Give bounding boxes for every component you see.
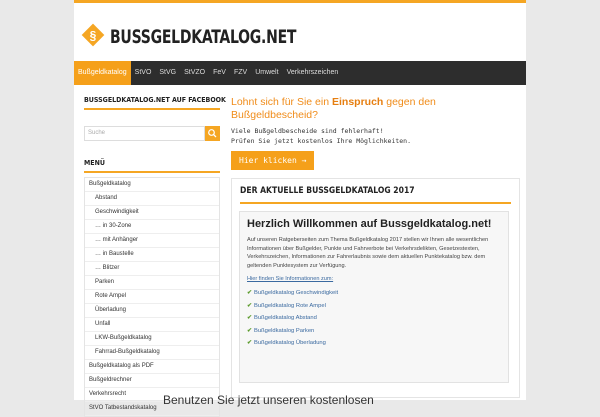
site-header [74, 3, 526, 61]
site-logo-text[interactable]: BUSSGELDKATALOG.NET [110, 26, 297, 48]
page [74, 0, 526, 411]
sidebar [84, 96, 226, 417]
menu-item[interactable]: Geschwindigkeit [85, 206, 219, 220]
main-content [231, 96, 516, 170]
promo-heading-pre: Lohnt sich für Sie ein [231, 96, 332, 108]
svg-text:§: § [89, 28, 97, 43]
menu-item[interactable]: Bußgeldrechner [85, 374, 219, 388]
topic-link-list [247, 287, 508, 350]
section-sign-icon[interactable] [82, 24, 104, 46]
menu-item[interactable]: … in Baustelle [85, 248, 219, 262]
search-icon [205, 126, 220, 141]
search-form [84, 126, 220, 141]
promo-line-2: Prüfen Sie jetzt kostenlos Ihre Möglichkeiten. [231, 137, 412, 145]
menu-item[interactable]: StVO Tatbestandskatalog [85, 402, 219, 416]
menu-title: MENÜ [84, 159, 220, 173]
topic-link-label: Bußgeldkatalog Rote Ampel [254, 302, 326, 309]
check-icon: ✔ [247, 302, 253, 309]
promo-heading-post: gegen den Bußgeldbescheid? [231, 96, 436, 121]
main-navigation [74, 61, 526, 85]
cta-button[interactable]: Hier klicken → [231, 151, 314, 170]
section-title: DER AKTUELLE BUSSGELDKATALOG 2017 [240, 186, 511, 204]
content-box [231, 178, 520, 398]
topic-link-label: Bußgeldkatalog Abstand [254, 315, 317, 322]
search-input[interactable]: Suche [84, 126, 205, 141]
topic-link[interactable] [247, 287, 508, 300]
welcome-panel [239, 211, 509, 383]
nav-item[interactable]: Verkehrszeichen [286, 69, 339, 76]
find-here-link[interactable]: Hier finden Sie Informationen zum: [247, 276, 334, 283]
promo-heading-bold: Einspruch [331, 96, 384, 108]
topic-link[interactable] [247, 300, 508, 313]
menu-item[interactable]: Verkehrsrecht [85, 388, 219, 402]
check-icon: ✔ [247, 327, 253, 334]
nav-item[interactable]: StVO [134, 69, 152, 76]
menu-item[interactable]: … in 30-Zone [85, 220, 219, 234]
bottom-heading: Benutzen Sie jetzt unseren kostenlosen [163, 393, 374, 407]
nav-item[interactable]: StVZO [184, 69, 206, 76]
check-icon: ✔ [247, 315, 253, 322]
menu-item[interactable]: Überladung [85, 304, 219, 318]
facebook-widget-title: BUSSGELDKATALOG.NET AUF FACEBOOK [84, 96, 220, 110]
topic-link-label: Bußgeldkatalog Parken [254, 327, 315, 334]
topic-link[interactable] [247, 325, 508, 338]
promo-text [231, 126, 516, 146]
topic-link-label: Bußgeldkatalog Geschwindigkeit [254, 290, 339, 297]
menu-item[interactable]: Rote Ampel [85, 290, 219, 304]
menu-item[interactable]: Abstand [85, 192, 219, 206]
menu-item[interactable]: … Blitzer [85, 262, 219, 276]
intro-text: Auf unseren Ratgeberseiten zum Thema Bußgeldkatalog 2017 stellen wir Ihnen alle wesentlichen Informationen über Bußgelder, Punkte und Fahrverbote bei Verkehrsdelikten, Gesetzestexten, Verkehrszeichen, Informationen zur Fahrerlaubnis sowie dem aktuellen Punktekatalog bzw. dem geltenden Punktesystem zur Verfügung. [247, 237, 489, 269]
menu-item[interactable]: LKW-Bußgeldkatalog [85, 332, 219, 346]
menu-item[interactable]: Bußgeldkatalog als PDF [85, 360, 219, 374]
topic-link-label: Bußgeldkatalog Überladung [254, 340, 326, 347]
nav-item[interactable]: FeV [213, 69, 226, 76]
check-icon: ✔ [247, 340, 253, 347]
promo-heading [231, 96, 516, 122]
welcome-title: Herzlich Willkommen auf Bussgeldkatalog.net! [247, 218, 492, 230]
menu-item[interactable]: Bußgeldkatalog [85, 178, 219, 192]
nav-item[interactable]: Bußgeldkatalog [74, 61, 131, 85]
menu-item[interactable]: Fahrrad-Bußgeldkatalog [85, 346, 219, 360]
sidebar-menu [84, 177, 220, 417]
nav-item[interactable]: Umwelt [255, 69, 279, 76]
menu-item[interactable]: … mit Anhänger [85, 234, 219, 248]
nav-item[interactable]: FZV [233, 69, 248, 76]
check-icon: ✔ [247, 290, 253, 297]
nav-item[interactable]: StVG [159, 69, 177, 76]
search-button[interactable] [205, 126, 220, 141]
menu-item[interactable]: Parken [85, 276, 219, 290]
topic-link[interactable] [247, 312, 508, 325]
menu-item[interactable]: Unfall [85, 318, 219, 332]
promo-line-1: Viele Bußgeldbescheide sind fehlerhaft! [231, 127, 384, 135]
topic-link[interactable] [247, 337, 508, 350]
